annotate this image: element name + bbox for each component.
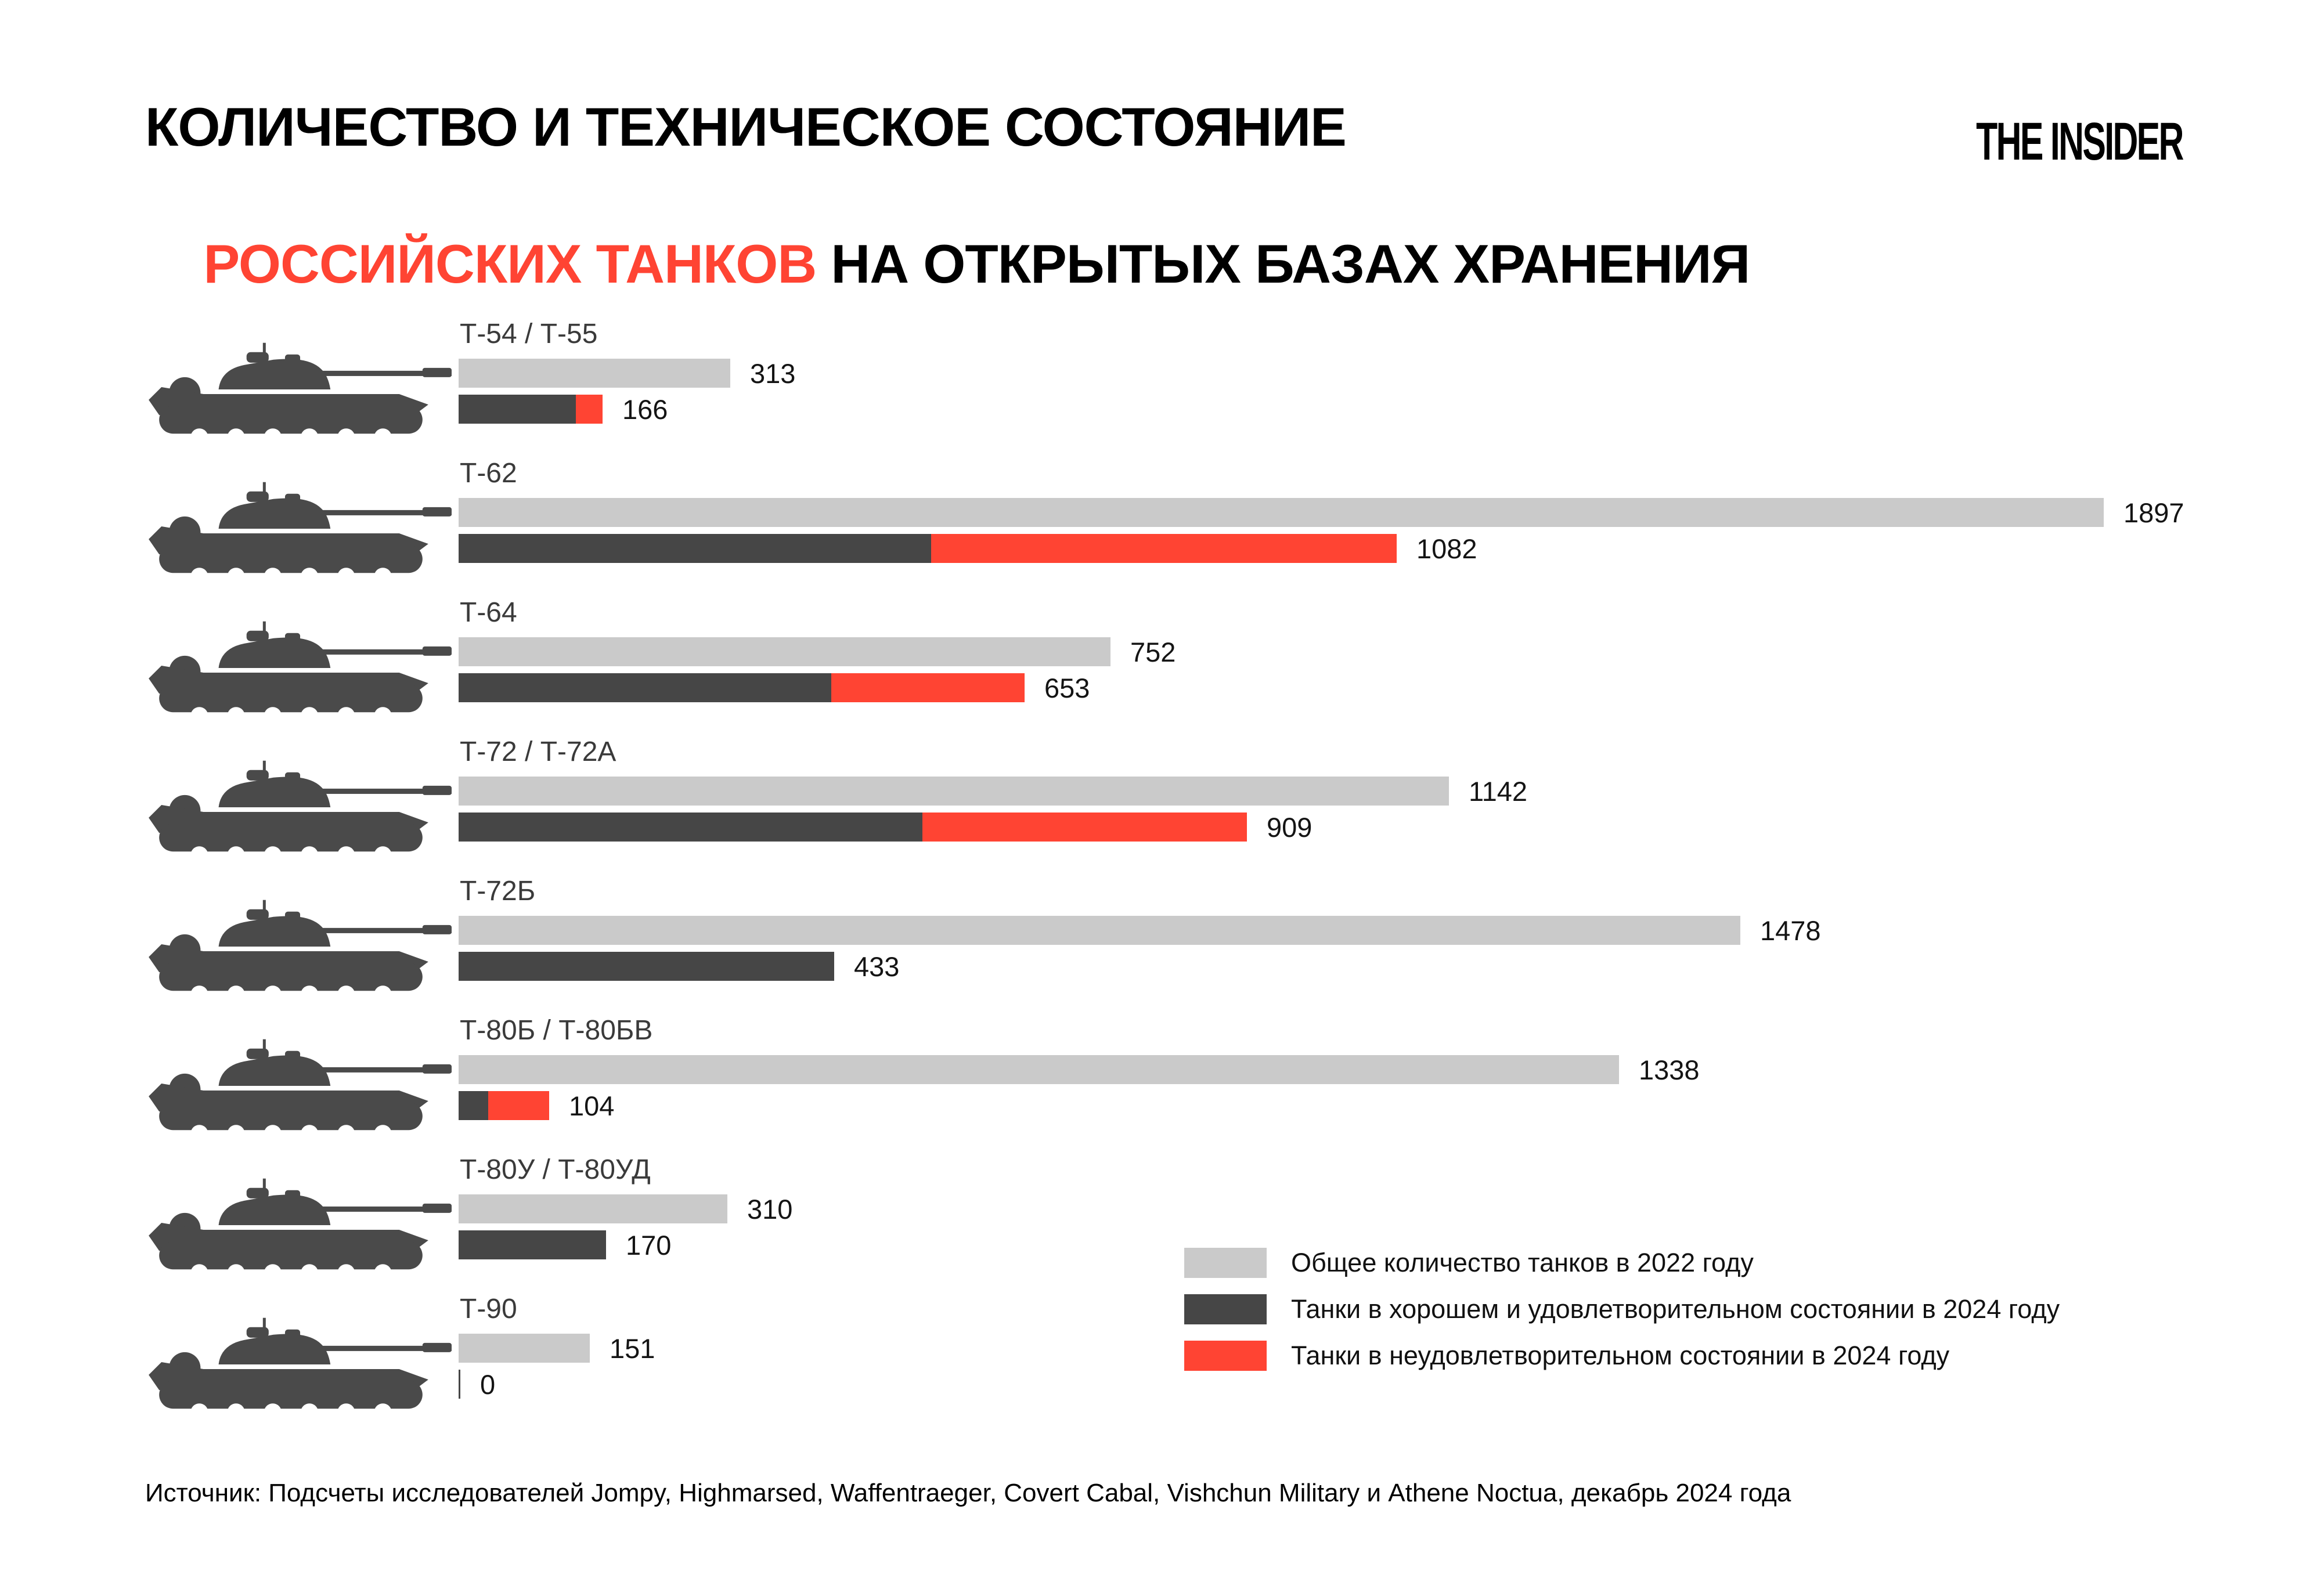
bar-total-2022	[459, 1055, 1619, 1084]
bar-condition-2024	[459, 534, 1397, 563]
bar-condition-2024	[459, 813, 1247, 842]
tank-silhouette-icon	[132, 1177, 453, 1277]
bar-total-value: 151	[610, 1333, 655, 1364]
legend-swatch-bad-2024	[1184, 1341, 1267, 1371]
tank-row-t80b-t80bv	[0, 1014, 2322, 1154]
bar-segment-good	[459, 673, 831, 702]
bar-segment-bad	[831, 673, 1025, 702]
bar-segment-bad	[488, 1091, 549, 1120]
bar-condition-value: 653	[1044, 673, 1090, 703]
bar-segment-good	[459, 952, 834, 981]
bar-total-2022	[459, 916, 1740, 945]
tank-model-label: Т-72 / Т-72А	[460, 736, 616, 767]
source-line: Источник: Подсчеты исследователей Jompy, Highmarsed, Waffentraeger, Covert Cabal, Vishchun Military и Athene Noctua, декабрь 2024 года	[145, 1479, 1791, 1507]
bar-segment-good	[459, 1230, 606, 1259]
bar-condition-2024	[459, 1230, 606, 1259]
legend-item-bad-2024	[1184, 1341, 2060, 1371]
bar-total-value: 1897	[2123, 497, 2184, 528]
bar-total-2022	[459, 1194, 727, 1223]
bar-segment-good	[459, 813, 922, 842]
bar-total-2022	[459, 637, 1110, 666]
bar-total-2022	[459, 1334, 590, 1363]
bar-condition-2024	[459, 952, 834, 981]
legend-label: Танки в хорошем и удовлетворительном состоянии в 2024 году	[1291, 1294, 2060, 1324]
tank-silhouette-icon	[132, 1038, 453, 1138]
bar-total-value: 1338	[1639, 1055, 1700, 1085]
bar-total-value: 1142	[1469, 776, 1528, 807]
bar-total-value: 1478	[1760, 915, 1821, 946]
bar-total-value: 752	[1130, 637, 1176, 667]
tank-silhouette-icon	[132, 620, 453, 720]
tank-silhouette-icon	[132, 341, 453, 441]
bar-segment-good	[459, 395, 576, 424]
tank-silhouette-icon	[132, 759, 453, 859]
bar-segment-good	[459, 534, 931, 563]
bar-total-2022	[459, 498, 2104, 527]
title-accent: РОССИЙСКИХ ТАНКОВ	[203, 233, 817, 294]
bar-total-2022	[459, 359, 730, 388]
bar-condition-value: 170	[626, 1230, 672, 1261]
legend-label: Общее количество танков в 2022 году	[1291, 1248, 1754, 1277]
legend-swatch-total-2022	[1184, 1248, 1267, 1278]
tank-row-t72b	[0, 875, 2322, 1014]
legend-item-good-2024	[1184, 1294, 2060, 1324]
bar-segment-bad	[922, 813, 1247, 842]
legend-swatch-good-2024	[1184, 1294, 1267, 1324]
tank-model-label: Т-80У / Т-80УД	[460, 1154, 651, 1185]
legend	[1184, 1248, 2060, 1371]
bar-condition-value: 166	[622, 394, 668, 425]
tank-row-t64	[0, 597, 2322, 736]
bar-condition-value: 1082	[1416, 533, 1477, 564]
tank-model-label: Т-62	[460, 458, 517, 489]
bar-total-value: 310	[747, 1194, 793, 1225]
legend-label: Танки в неудовлетворительном состоянии в 2024 году	[1291, 1341, 1950, 1370]
bar-condition-value: 433	[854, 951, 900, 982]
tank-silhouette-icon	[132, 898, 453, 998]
bar-condition-value: 0	[480, 1369, 496, 1400]
tank-row-t54-t55	[0, 318, 2322, 457]
tank-model-label: Т-54 / Т-55	[460, 319, 598, 349]
title-line2-rest: НА ОТКРЫТЫХ БАЗАХ ХРАНЕНИЯ	[816, 233, 1750, 294]
the-insider-logo: THE INSIDER	[1976, 112, 2183, 171]
bar-condition-value: 909	[1267, 812, 1313, 843]
bar-condition-value: 104	[569, 1091, 615, 1121]
legend-item-total-2022	[1184, 1248, 2060, 1278]
bar-condition-2024	[459, 1370, 460, 1399]
bar-segment-bad	[576, 395, 603, 424]
tank-model-label: Т-72Б	[460, 876, 536, 907]
bar-condition-2024	[459, 673, 1025, 702]
bar-condition-2024	[459, 395, 603, 424]
bar-segment-good	[459, 1370, 460, 1399]
bar-total-2022	[459, 777, 1449, 806]
tank-silhouette-icon	[132, 481, 453, 580]
tank-model-label: Т-80Б / Т-80БВ	[460, 1015, 653, 1046]
bar-total-value: 313	[750, 358, 796, 389]
tank-row-t62	[0, 457, 2322, 597]
tank-model-label: Т-90	[460, 1294, 517, 1324]
tank-silhouette-icon	[132, 1316, 453, 1416]
bar-segment-good	[459, 1091, 488, 1120]
title-line1: КОЛИЧЕСТВО И ТЕХНИЧЕСКОЕ СОСТОЯНИЕ	[145, 96, 1346, 157]
tank-row-t72-t72a	[0, 736, 2322, 875]
bar-condition-2024	[459, 1091, 549, 1120]
bar-segment-bad	[931, 534, 1397, 563]
tank-model-label: Т-64	[460, 597, 517, 628]
